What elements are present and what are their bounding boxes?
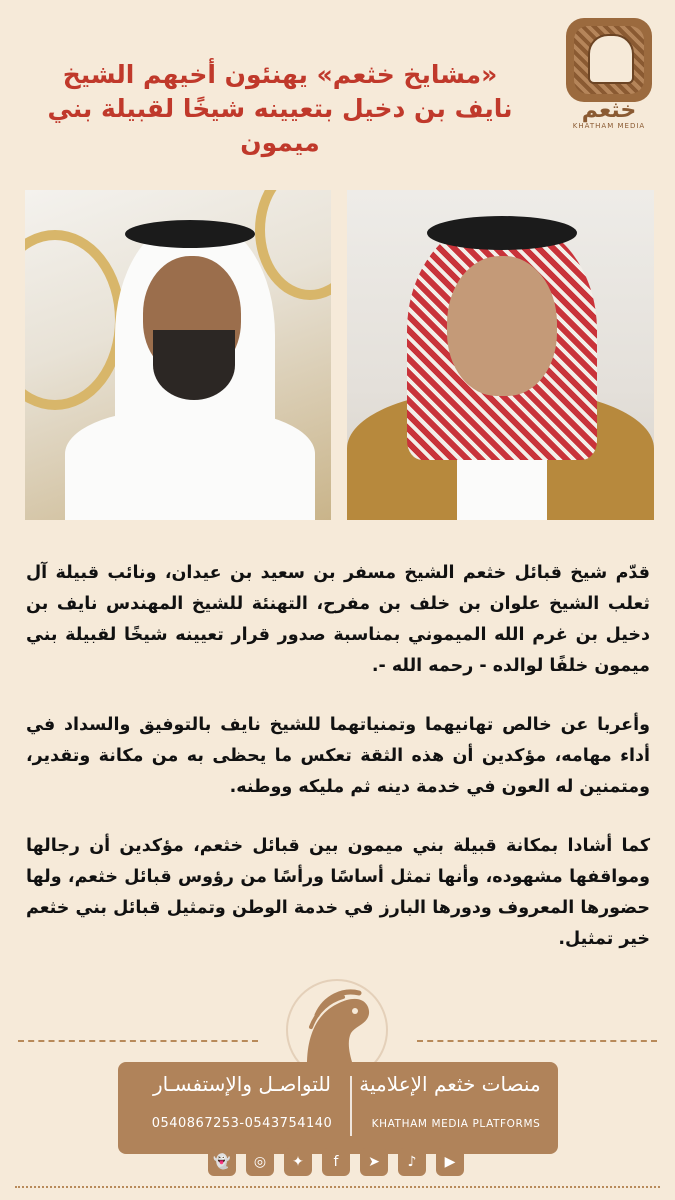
divider-left xyxy=(18,1040,258,1044)
photo-row xyxy=(25,190,654,520)
bottom-divider xyxy=(15,1186,660,1188)
headline-line2: نايف بن دخيل بتعيينه شيخًا لقبيلة بني ميمون xyxy=(47,94,513,157)
instagram-icon[interactable]: ◎ xyxy=(246,1148,274,1176)
footer-platforms-en: KHATHAM MEDIA PLATFORMS xyxy=(371,1118,541,1130)
article-paragraph-3: كما أشادا بمكانة قبيلة بني ميمون بين قبائل خثعم، مؤكدين أن رجالها ومواقفها مشهوده، وأنها تمثل أساسًا ورأسًا من رؤوس قبائل خثعم، ولها حضورها المعروف ودورها البارز في خدمة الوطن وتمثيل قبائل بني خثعم خير تمثيل. xyxy=(26,836,650,949)
logo-wordmark: خثعم xyxy=(581,98,637,123)
snapchat-icon[interactable]: 👻 xyxy=(208,1148,236,1176)
article-body xyxy=(26,558,650,983)
twitter-icon[interactable]: ✦ xyxy=(284,1148,312,1176)
snapcode-icon xyxy=(566,18,652,102)
headline xyxy=(20,58,540,160)
footer-platforms-label: منصات خثعم الإعلامية xyxy=(359,1072,541,1096)
khatham-logo xyxy=(560,14,658,130)
logo-subtitle: KHATHAM MEDIA xyxy=(572,122,646,130)
photo-sheikh-left xyxy=(25,190,331,520)
social-icons-row xyxy=(0,1140,675,1184)
youtube-icon[interactable]: ▶ xyxy=(436,1148,464,1176)
facebook-icon[interactable]: f xyxy=(322,1148,350,1176)
article-paragraph-1: قدّم شيخ قبائل خثعم الشيخ مسفر بن سعيد بن عيدان، ونائب قبيلة آل ثعلب الشيخ علوان بن خلف بن مفرح، التهنئة للشيخ المهندس نايف بن دخيل بن غرم الله الميموني بمناسبة صدور قرار تعيينه شيخًا لقبيلة بني ميمون خلفًا لوالده - رحمه الله -. xyxy=(26,563,650,676)
photo-sheikh-right xyxy=(347,190,654,520)
telegram-icon[interactable]: ➤ xyxy=(360,1148,388,1176)
tiktok-icon[interactable]: ♪ xyxy=(398,1148,426,1176)
headline-line1: «مشايخ خثعم» يهنئون أخيهم الشيخ xyxy=(62,60,498,89)
article-paragraph-2: وأعربا عن خالص تهانيهما وتمنياتهما للشيخ نايف بالتوفيق والسداد في أداء مهامه، مؤكدين أن هذه الثقة تعكس ما يحظى به من مكانة وتقدير، ومتمنين له العون في خدمة دينه ثم مليكه ووطنه. xyxy=(26,715,650,797)
footer-phones[interactable]: 0540867253-0543754140 xyxy=(151,1116,333,1131)
footer-contact-label: للتواصـل والإستفسـار xyxy=(153,1072,331,1096)
divider-right xyxy=(417,1040,657,1044)
